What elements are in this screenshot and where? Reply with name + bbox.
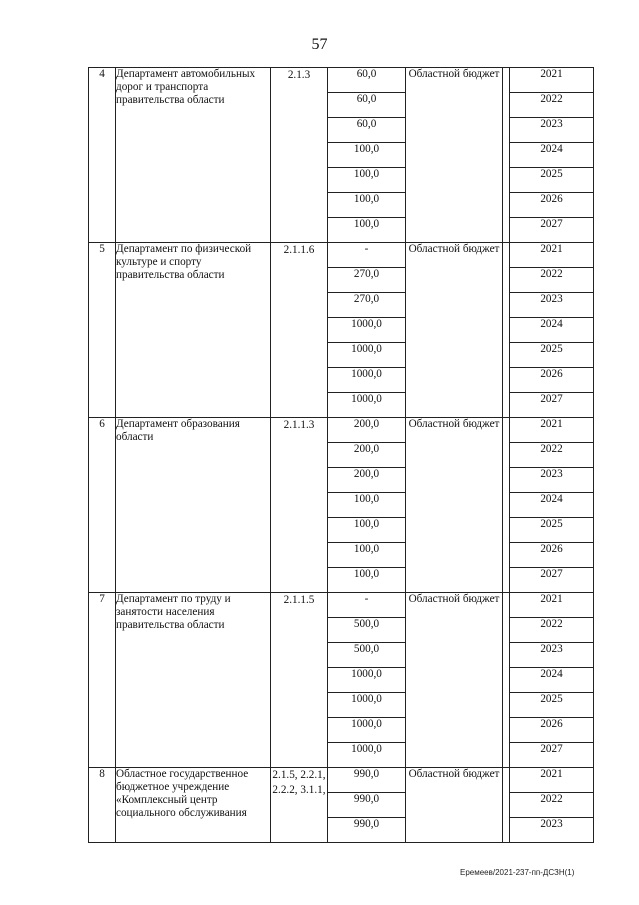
funding-amount: 100,0 bbox=[328, 193, 406, 218]
year-cell: 2026 bbox=[510, 193, 594, 218]
funding-source: Областной бюджет bbox=[406, 418, 503, 593]
funding-amount: 1000,0 bbox=[328, 343, 406, 368]
funding-amount: 1000,0 bbox=[328, 693, 406, 718]
year-cell: 2023 bbox=[510, 293, 594, 318]
year-cell: 2027 bbox=[510, 743, 594, 768]
activity-code: 2.1.1.3 bbox=[271, 418, 328, 593]
year-cell: 2022 bbox=[510, 793, 594, 818]
column-gap bbox=[503, 418, 510, 593]
funding-amount: 1000,0 bbox=[328, 718, 406, 743]
activity-code: 2.1.1.5 bbox=[271, 593, 328, 768]
year-cell: 2024 bbox=[510, 318, 594, 343]
row-number: 4 bbox=[89, 68, 116, 243]
funding-amount: 60,0 bbox=[328, 93, 406, 118]
funding-amount: 200,0 bbox=[328, 468, 406, 493]
year-cell: 2023 bbox=[510, 818, 594, 843]
row-number: 7 bbox=[89, 593, 116, 768]
funding-amount: 990,0 bbox=[328, 768, 406, 793]
funding-amount: 1000,0 bbox=[328, 743, 406, 768]
funding-amount: 100,0 bbox=[328, 493, 406, 518]
year-cell: 2024 bbox=[510, 143, 594, 168]
department-name: Департамент автомобильных дорог и транспорта правительства области bbox=[116, 68, 271, 243]
row-number: 6 bbox=[89, 418, 116, 593]
year-cell: 2025 bbox=[510, 343, 594, 368]
year-cell: 2026 bbox=[510, 543, 594, 568]
funding-amount: 500,0 bbox=[328, 643, 406, 668]
year-cell: 2021 bbox=[510, 68, 594, 93]
column-gap bbox=[503, 243, 510, 418]
funding-amount: 60,0 bbox=[328, 68, 406, 93]
funding-amount: 100,0 bbox=[328, 568, 406, 593]
funding-amount: 200,0 bbox=[328, 418, 406, 443]
table-row bbox=[89, 68, 594, 93]
column-gap bbox=[503, 768, 510, 843]
year-cell: 2026 bbox=[510, 368, 594, 393]
row-number: 8 bbox=[89, 768, 116, 843]
table-row bbox=[89, 593, 594, 618]
activity-code: 2.1.3 bbox=[271, 68, 328, 243]
year-cell: 2021 bbox=[510, 768, 594, 793]
year-cell: 2023 bbox=[510, 468, 594, 493]
year-cell: 2025 bbox=[510, 693, 594, 718]
funding-amount: 990,0 bbox=[328, 818, 406, 843]
funding-amount: 200,0 bbox=[328, 443, 406, 468]
funding-amount: 990,0 bbox=[328, 793, 406, 818]
funding-amount: 60,0 bbox=[328, 118, 406, 143]
department-name: Департамент образования области bbox=[116, 418, 271, 593]
year-cell: 2026 bbox=[510, 718, 594, 743]
funding-source: Областной бюджет bbox=[406, 768, 503, 843]
document-footer: Еремеев/2021-237-пп-ДСЗН(1) bbox=[460, 868, 575, 877]
funding-amount: 1000,0 bbox=[328, 393, 406, 418]
funding-source: Областной бюджет bbox=[406, 68, 503, 243]
funding-amount: 100,0 bbox=[328, 543, 406, 568]
funding-amount: - bbox=[328, 243, 406, 268]
year-cell: 2022 bbox=[510, 443, 594, 468]
funding-amount: - bbox=[328, 593, 406, 618]
funding-amount: 1000,0 bbox=[328, 368, 406, 393]
activity-code: 2.1.5, 2.2.1, 2.2.2, 3.1.1, bbox=[271, 768, 328, 843]
year-cell: 2021 bbox=[510, 593, 594, 618]
table-row bbox=[89, 243, 594, 268]
year-cell: 2022 bbox=[510, 93, 594, 118]
row-number: 5 bbox=[89, 243, 116, 418]
year-cell: 2021 bbox=[510, 243, 594, 268]
year-cell: 2025 bbox=[510, 518, 594, 543]
funding-amount: 270,0 bbox=[328, 293, 406, 318]
column-gap bbox=[503, 68, 510, 243]
year-cell: 2021 bbox=[510, 418, 594, 443]
funding-amount: 1000,0 bbox=[328, 668, 406, 693]
year-cell: 2027 bbox=[510, 393, 594, 418]
page-number: 57 bbox=[311, 36, 328, 53]
department-name: Департамент по физической культуре и спорту правительства области bbox=[116, 243, 271, 418]
year-cell: 2024 bbox=[510, 493, 594, 518]
funding-amount: 100,0 bbox=[328, 168, 406, 193]
year-cell: 2025 bbox=[510, 168, 594, 193]
department-name: Областное государственное бюджетное учреждение «Комплексный центр социального обслуживания bbox=[116, 768, 271, 843]
year-cell: 2022 bbox=[510, 268, 594, 293]
year-cell: 2023 bbox=[510, 643, 594, 668]
year-cell: 2022 bbox=[510, 618, 594, 643]
activity-code: 2.1.1.6 bbox=[271, 243, 328, 418]
funding-source: Областной бюджет bbox=[406, 243, 503, 418]
funding-amount: 100,0 bbox=[328, 218, 406, 243]
funding-amount: 270,0 bbox=[328, 268, 406, 293]
table-row bbox=[89, 768, 594, 793]
funding-amount: 500,0 bbox=[328, 618, 406, 643]
year-cell: 2027 bbox=[510, 218, 594, 243]
funding-amount: 100,0 bbox=[328, 518, 406, 543]
budget-table bbox=[88, 67, 594, 843]
department-name: Департамент по труду и занятости населения правительства области bbox=[116, 593, 271, 768]
table-row bbox=[89, 418, 594, 443]
year-cell: 2023 bbox=[510, 118, 594, 143]
year-cell: 2024 bbox=[510, 668, 594, 693]
funding-amount: 100,0 bbox=[328, 143, 406, 168]
year-cell: 2027 bbox=[510, 568, 594, 593]
funding-source: Областной бюджет bbox=[406, 593, 503, 768]
funding-amount: 1000,0 bbox=[328, 318, 406, 343]
column-gap bbox=[503, 593, 510, 768]
